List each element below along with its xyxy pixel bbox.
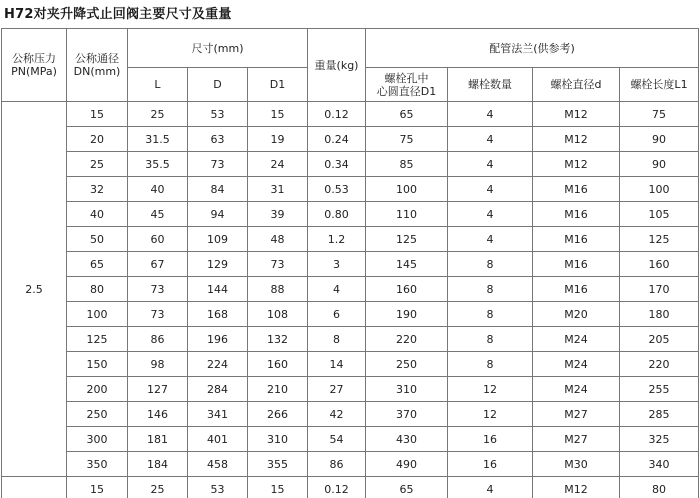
header-D bbox=[188, 68, 248, 102]
cell-l: 73 bbox=[128, 302, 188, 327]
cell-bolt-count: 12 bbox=[448, 402, 533, 427]
header-bolt-circle bbox=[366, 68, 448, 102]
header-bolt-circle-label: 螺栓孔中 心圆直径D1 bbox=[376, 71, 437, 98]
cell-l: 45 bbox=[128, 202, 188, 227]
cell-bolt-len: 125 bbox=[620, 227, 699, 252]
cell-d1: 15 bbox=[248, 102, 308, 127]
cell-bolt-count: 4 bbox=[448, 127, 533, 152]
header-size-label: 尺寸(mm) bbox=[191, 41, 244, 55]
cell-bolt-count: 16 bbox=[448, 427, 533, 452]
header-bolt-len bbox=[620, 68, 699, 102]
cell-bolt-dia: M24 bbox=[533, 377, 620, 402]
table-row bbox=[2, 477, 699, 498]
cell-dn: 300 bbox=[67, 427, 128, 452]
cell-bolt-count: 4 bbox=[448, 202, 533, 227]
cell-bolt-dia: M20 bbox=[533, 302, 620, 327]
cell-d1: 19 bbox=[248, 127, 308, 152]
header-D1-label: D1 bbox=[269, 78, 286, 91]
header-bolt-len-label: 螺栓长度L1 bbox=[630, 78, 688, 91]
cell-weight: 0.12 bbox=[308, 477, 366, 498]
cell-bolt-circle: 250 bbox=[366, 352, 448, 377]
cell-d1: 24 bbox=[248, 152, 308, 177]
cell-d-outer: 341 bbox=[188, 402, 248, 427]
cell-weight: 42 bbox=[308, 402, 366, 427]
header-flange bbox=[366, 29, 699, 68]
cell-weight: 54 bbox=[308, 427, 366, 452]
table-row bbox=[2, 227, 699, 252]
header-diameter bbox=[67, 29, 128, 102]
cell-d-outer: 53 bbox=[188, 102, 248, 127]
cell-bolt-dia: M16 bbox=[533, 227, 620, 252]
cell-dn: 20 bbox=[67, 127, 128, 152]
cell-d-outer: 401 bbox=[188, 427, 248, 452]
cell-d1: 88 bbox=[248, 277, 308, 302]
cell-weight: 86 bbox=[308, 452, 366, 477]
cell-d-outer: 458 bbox=[188, 452, 248, 477]
table-row bbox=[2, 177, 699, 202]
cell-d-outer: 224 bbox=[188, 352, 248, 377]
cell-weight: 6 bbox=[308, 302, 366, 327]
table-row bbox=[2, 427, 699, 452]
cell-bolt-len: 205 bbox=[620, 327, 699, 352]
cell-weight: 0.24 bbox=[308, 127, 366, 152]
cell-d1: 266 bbox=[248, 402, 308, 427]
cell-d1: 355 bbox=[248, 452, 308, 477]
cell-dn: 15 bbox=[67, 477, 128, 498]
table-row bbox=[2, 202, 699, 227]
cell-bolt-circle: 310 bbox=[366, 377, 448, 402]
cell-d-outer: 84 bbox=[188, 177, 248, 202]
header-L-label: L bbox=[154, 78, 161, 91]
cell-d1: 132 bbox=[248, 327, 308, 352]
cell-weight: 4 bbox=[308, 277, 366, 302]
cell-l: 98 bbox=[128, 352, 188, 377]
cell-bolt-count: 8 bbox=[448, 352, 533, 377]
cell-weight: 1.2 bbox=[308, 227, 366, 252]
cell-l: 184 bbox=[128, 452, 188, 477]
cell-bolt-count: 4 bbox=[448, 177, 533, 202]
cell-d-outer: 63 bbox=[188, 127, 248, 152]
cell-dn: 32 bbox=[67, 177, 128, 202]
cell-bolt-len: 340 bbox=[620, 452, 699, 477]
header-bolt-dia bbox=[533, 68, 620, 102]
cell-d1: 210 bbox=[248, 377, 308, 402]
spec-sheet bbox=[0, 28, 700, 498]
cell-bolt-len: 160 bbox=[620, 252, 699, 277]
cell-bolt-circle: 190 bbox=[366, 302, 448, 327]
cell-bolt-circle: 125 bbox=[366, 227, 448, 252]
cell-bolt-circle: 430 bbox=[366, 427, 448, 452]
cell-bolt-circle: 110 bbox=[366, 202, 448, 227]
cell-bolt-dia: M16 bbox=[533, 252, 620, 277]
cell-bolt-circle: 370 bbox=[366, 402, 448, 427]
header-flange-label: 配管法兰(供参考) bbox=[489, 41, 575, 55]
cell-weight: 3 bbox=[308, 252, 366, 277]
cell-l: 146 bbox=[128, 402, 188, 427]
cell-pressure: 2.5 bbox=[2, 102, 67, 477]
cell-d-outer: 144 bbox=[188, 277, 248, 302]
dimension-table bbox=[1, 28, 699, 498]
cell-bolt-len: 75 bbox=[620, 102, 699, 127]
table-row bbox=[2, 102, 699, 127]
cell-bolt-count: 4 bbox=[448, 227, 533, 252]
cell-bolt-count: 12 bbox=[448, 377, 533, 402]
cell-d-outer: 196 bbox=[188, 327, 248, 352]
cell-d1: 31 bbox=[248, 177, 308, 202]
cell-weight: 27 bbox=[308, 377, 366, 402]
header-diameter-label: 公称通径 DN(mm) bbox=[73, 52, 121, 78]
cell-bolt-circle: 145 bbox=[366, 252, 448, 277]
cell-l: 40 bbox=[128, 177, 188, 202]
cell-bolt-circle: 85 bbox=[366, 152, 448, 177]
cell-bolt-count: 8 bbox=[448, 252, 533, 277]
cell-bolt-dia: M24 bbox=[533, 352, 620, 377]
cell-bolt-len: 90 bbox=[620, 127, 699, 152]
cell-bolt-len: 100 bbox=[620, 177, 699, 202]
cell-dn: 15 bbox=[67, 102, 128, 127]
cell-dn: 40 bbox=[67, 202, 128, 227]
cell-dn: 80 bbox=[67, 277, 128, 302]
cell-d-outer: 284 bbox=[188, 377, 248, 402]
cell-bolt-len: 170 bbox=[620, 277, 699, 302]
cell-bolt-dia: M12 bbox=[533, 102, 620, 127]
cell-bolt-len: 180 bbox=[620, 302, 699, 327]
page-title: H72对夹升降式止回阀主要尺寸及重量 bbox=[4, 7, 232, 22]
cell-bolt-circle: 160 bbox=[366, 277, 448, 302]
cell-bolt-len: 220 bbox=[620, 352, 699, 377]
cell-bolt-len: 285 bbox=[620, 402, 699, 427]
cell-bolt-count: 4 bbox=[448, 152, 533, 177]
cell-l: 25 bbox=[128, 102, 188, 127]
cell-dn: 200 bbox=[67, 377, 128, 402]
table-row bbox=[2, 327, 699, 352]
cell-bolt-len: 80 bbox=[620, 477, 699, 498]
cell-bolt-count: 4 bbox=[448, 477, 533, 498]
table-row bbox=[2, 152, 699, 177]
cell-l: 86 bbox=[128, 327, 188, 352]
table-row bbox=[2, 127, 699, 152]
header-bolt-dia-label: 螺栓直径d bbox=[550, 78, 602, 91]
cell-d-outer: 168 bbox=[188, 302, 248, 327]
cell-dn: 25 bbox=[67, 152, 128, 177]
cell-bolt-len: 105 bbox=[620, 202, 699, 227]
cell-l: 127 bbox=[128, 377, 188, 402]
cell-l: 67 bbox=[128, 252, 188, 277]
table-row bbox=[2, 352, 699, 377]
cell-l: 181 bbox=[128, 427, 188, 452]
cell-d-outer: 94 bbox=[188, 202, 248, 227]
cell-weight: 0.34 bbox=[308, 152, 366, 177]
cell-bolt-dia: M24 bbox=[533, 327, 620, 352]
cell-l: 25 bbox=[128, 477, 188, 498]
cell-bolt-len: 325 bbox=[620, 427, 699, 452]
cell-d1: 73 bbox=[248, 252, 308, 277]
header-pressure-label: 公称压力 PN(MPa) bbox=[11, 52, 57, 78]
cell-d-outer: 73 bbox=[188, 152, 248, 177]
cell-bolt-count: 8 bbox=[448, 302, 533, 327]
cell-weight: 0.80 bbox=[308, 202, 366, 227]
cell-dn: 65 bbox=[67, 252, 128, 277]
cell-bolt-count: 8 bbox=[448, 277, 533, 302]
cell-bolt-count: 16 bbox=[448, 452, 533, 477]
header-weight-label: 重量(kg) bbox=[314, 58, 359, 72]
cell-d1: 15 bbox=[248, 477, 308, 498]
cell-bolt-circle: 100 bbox=[366, 177, 448, 202]
table-body bbox=[2, 102, 699, 498]
cell-bolt-circle: 75 bbox=[366, 127, 448, 152]
header-pressure bbox=[2, 29, 67, 102]
cell-dn: 350 bbox=[67, 452, 128, 477]
cell-dn: 100 bbox=[67, 302, 128, 327]
table-row bbox=[2, 377, 699, 402]
header-D-label: D bbox=[213, 78, 222, 91]
cell-bolt-count: 8 bbox=[448, 327, 533, 352]
table-row bbox=[2, 452, 699, 477]
header-weight bbox=[308, 29, 366, 102]
cell-d1: 48 bbox=[248, 227, 308, 252]
cell-bolt-dia: M12 bbox=[533, 152, 620, 177]
cell-d-outer: 109 bbox=[188, 227, 248, 252]
cell-pressure bbox=[2, 477, 67, 498]
header-size bbox=[128, 29, 308, 68]
cell-weight: 0.12 bbox=[308, 102, 366, 127]
cell-dn: 250 bbox=[67, 402, 128, 427]
cell-d-outer: 53 bbox=[188, 477, 248, 498]
table-row bbox=[2, 302, 699, 327]
cell-bolt-dia: M27 bbox=[533, 402, 620, 427]
cell-d1: 310 bbox=[248, 427, 308, 452]
cell-l: 60 bbox=[128, 227, 188, 252]
cell-l: 73 bbox=[128, 277, 188, 302]
cell-dn: 125 bbox=[67, 327, 128, 352]
cell-bolt-dia: M16 bbox=[533, 202, 620, 227]
cell-d-outer: 129 bbox=[188, 252, 248, 277]
cell-bolt-count: 4 bbox=[448, 102, 533, 127]
cell-bolt-dia: M27 bbox=[533, 427, 620, 452]
cell-dn: 50 bbox=[67, 227, 128, 252]
cell-bolt-circle: 65 bbox=[366, 477, 448, 498]
header-bolt-count-label: 螺栓数量 bbox=[468, 78, 512, 91]
cell-d1: 39 bbox=[248, 202, 308, 227]
cell-bolt-dia: M12 bbox=[533, 127, 620, 152]
cell-d1: 108 bbox=[248, 302, 308, 327]
cell-bolt-len: 255 bbox=[620, 377, 699, 402]
table-row bbox=[2, 252, 699, 277]
cell-weight: 8 bbox=[308, 327, 366, 352]
cell-bolt-dia: M30 bbox=[533, 452, 620, 477]
header-D1 bbox=[248, 68, 308, 102]
cell-l: 31.5 bbox=[128, 127, 188, 152]
cell-bolt-dia: M16 bbox=[533, 177, 620, 202]
cell-bolt-circle: 65 bbox=[366, 102, 448, 127]
cell-bolt-dia: M16 bbox=[533, 277, 620, 302]
header-bolt-count bbox=[448, 68, 533, 102]
header-L bbox=[128, 68, 188, 102]
cell-dn: 150 bbox=[67, 352, 128, 377]
table-row bbox=[2, 277, 699, 302]
cell-bolt-circle: 220 bbox=[366, 327, 448, 352]
cell-weight: 0.53 bbox=[308, 177, 366, 202]
cell-weight: 14 bbox=[308, 352, 366, 377]
table-row bbox=[2, 402, 699, 427]
cell-bolt-circle: 490 bbox=[366, 452, 448, 477]
cell-l: 35.5 bbox=[128, 152, 188, 177]
cell-bolt-len: 90 bbox=[620, 152, 699, 177]
cell-bolt-dia: M12 bbox=[533, 477, 620, 498]
cell-d1: 160 bbox=[248, 352, 308, 377]
